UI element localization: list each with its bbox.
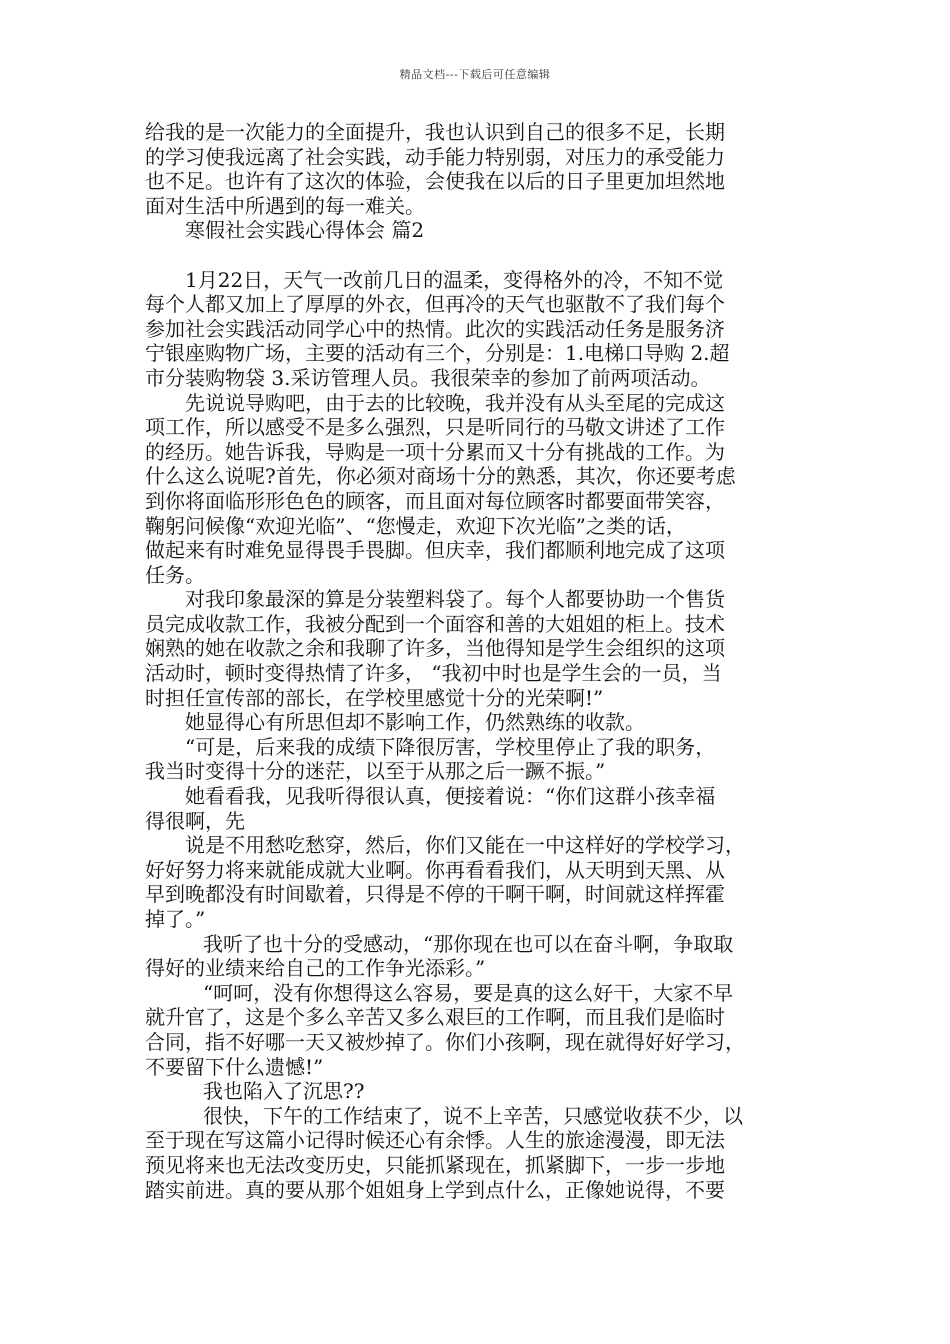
text-line: “呵呵，没有你想得这么容易，要是真的这么好干，大家不早	[203, 980, 734, 1005]
text-line: “可是，后来我的成绩下降很厉害，学校里停止了我的职务，	[185, 734, 716, 759]
text-line: 寒假社会实践心得体会 篇2	[185, 218, 425, 243]
text-line: 对我印象最深的算是分装塑料袋了。每个人都要协助一个售货	[185, 587, 725, 612]
text-line: 娴熟的她在收款之余和我聊了许多，当他得知是学生会组织的这项	[145, 636, 725, 661]
text-line: 的经历。她告诉我，导购是一项十分累而又十分有挑战的工作。为	[145, 439, 725, 464]
text-line: 早到晚都没有时间歇着，只得是不停的干啊干啊，时间就这样挥霍	[145, 882, 725, 907]
text-line: 得好的业绩来给自己的工作争光添彩。”	[145, 956, 486, 981]
text-line: 她看看我，见我听得很认真，便接着说：“你们这群小孩幸福	[185, 784, 716, 809]
text-line: 活动时，顿时变得热情了许多， “我初中时也是学生会的一员，当	[145, 661, 722, 686]
text-line: 不要留下什么遗憾!”	[145, 1054, 324, 1079]
text-line: 我也陷入了沉思??	[203, 1079, 365, 1104]
text-line: 预见将来也无法改变历史，只能抓紧现在，抓紧脚下，一步一步地	[145, 1152, 725, 1177]
text-line: 员完成收款工作，我被分配到一个面容和善的大姐姐的柜上。技术	[145, 611, 725, 636]
text-line: 掉了。”	[145, 907, 206, 931]
text-line: 给我的是一次能力的全面提升，我也认识到自己的很多不足，长期	[145, 120, 725, 144]
text-line: 好好努力将来就能成就大业啊。你再看看我们，从天明到天黑、从	[145, 857, 725, 882]
text-line: 项工作，所以感受不是多么强烈，只是听同行的马敬文讲述了工作	[145, 415, 725, 440]
text-line: 至于现在写这篇小记得时候还心有余悸。人生的旅途漫漫，即无法	[145, 1128, 725, 1153]
text-line: 宁银座购物广场，主要的活动有三个，分别是：1.电梯口导购 2.超	[145, 341, 730, 366]
text-line: 的学习使我远离了社会实践，动手能力特别弱，对压力的承受能力	[145, 144, 725, 169]
text-line: 任务。	[145, 562, 205, 587]
text-line: 时担任宣传部的部长，在学校里感觉十分的光荣啊!”	[145, 685, 604, 710]
text-line: 面对生活中所遇到的每一难关。	[145, 193, 425, 218]
text-line: 1月22日，天气一改前几日的温柔，变得格外的冷，不知不觉	[185, 267, 724, 292]
text-line: 她显得心有所思但却不影响工作，仍然熟练的收款。	[185, 710, 645, 735]
text-line: 我听了也十分的受感动，“那你现在也可以在奋斗啊，争取取	[203, 931, 734, 956]
text-line: 做起来有时难免显得畏手畏脚。但庆幸，我们都顺利地完成了这项	[145, 538, 725, 563]
page-header: 精品文档---下载后可任意编辑	[399, 68, 551, 81]
text-line: 市分装购物袋 3.采访管理人员。我很荣幸的参加了前两项活动。	[145, 365, 711, 390]
text-line: 先说说导购吧，由于去的比较晚，我并没有从头至尾的完成这	[185, 390, 725, 415]
text-line: 踏实前进。真的要从那个姐姐身上学到点什么，正像她说得，不要	[145, 1177, 725, 1202]
text-line: 鞠躬问候像“欢迎光临”、“您慢走，欢迎下次光临”之类的话，	[145, 513, 686, 538]
text-line: 得很啊，先	[145, 808, 245, 833]
text-line: 很快，下午的工作结束了，说不上辛苦，只感觉收获不少，以	[203, 1103, 743, 1128]
text-line: 什么这么说呢?首先，你必须对商场十分的熟悉，其次，你还要考虑	[145, 464, 736, 489]
blank-line	[145, 243, 811, 268]
text-line: 就升官了，这是个多么辛苦又多么艰巨的工作啊，而且我们是临时	[145, 1005, 725, 1030]
text-line: 说是不用愁吃愁穿，然后，你们又能在一中这样好的学校学习，	[185, 833, 745, 858]
text-line: 也不足。也许有了这次的体验，会使我在以后的日子里更加坦然地	[145, 169, 725, 194]
text-line: 我当时变得十分的迷茫，以至于从那之后一蹶不振。”	[145, 759, 606, 784]
text-line: 合同，指不好哪一天又被炒掉了。你们小孩啊，现在就得好好学习，	[145, 1029, 745, 1054]
text-line: 参加社会实践活动同学心中的热情。此次的实践活动任务是服务济	[145, 316, 725, 341]
text-line: 每个人都又加上了厚厚的外衣，但再冷的天气也驱散不了我们每个	[145, 292, 725, 317]
text-line: 到你将面临形形色色的顾客，而且面对每位顾客时都要面带笑容，	[145, 488, 725, 513]
document-body	[145, 120, 811, 1202]
